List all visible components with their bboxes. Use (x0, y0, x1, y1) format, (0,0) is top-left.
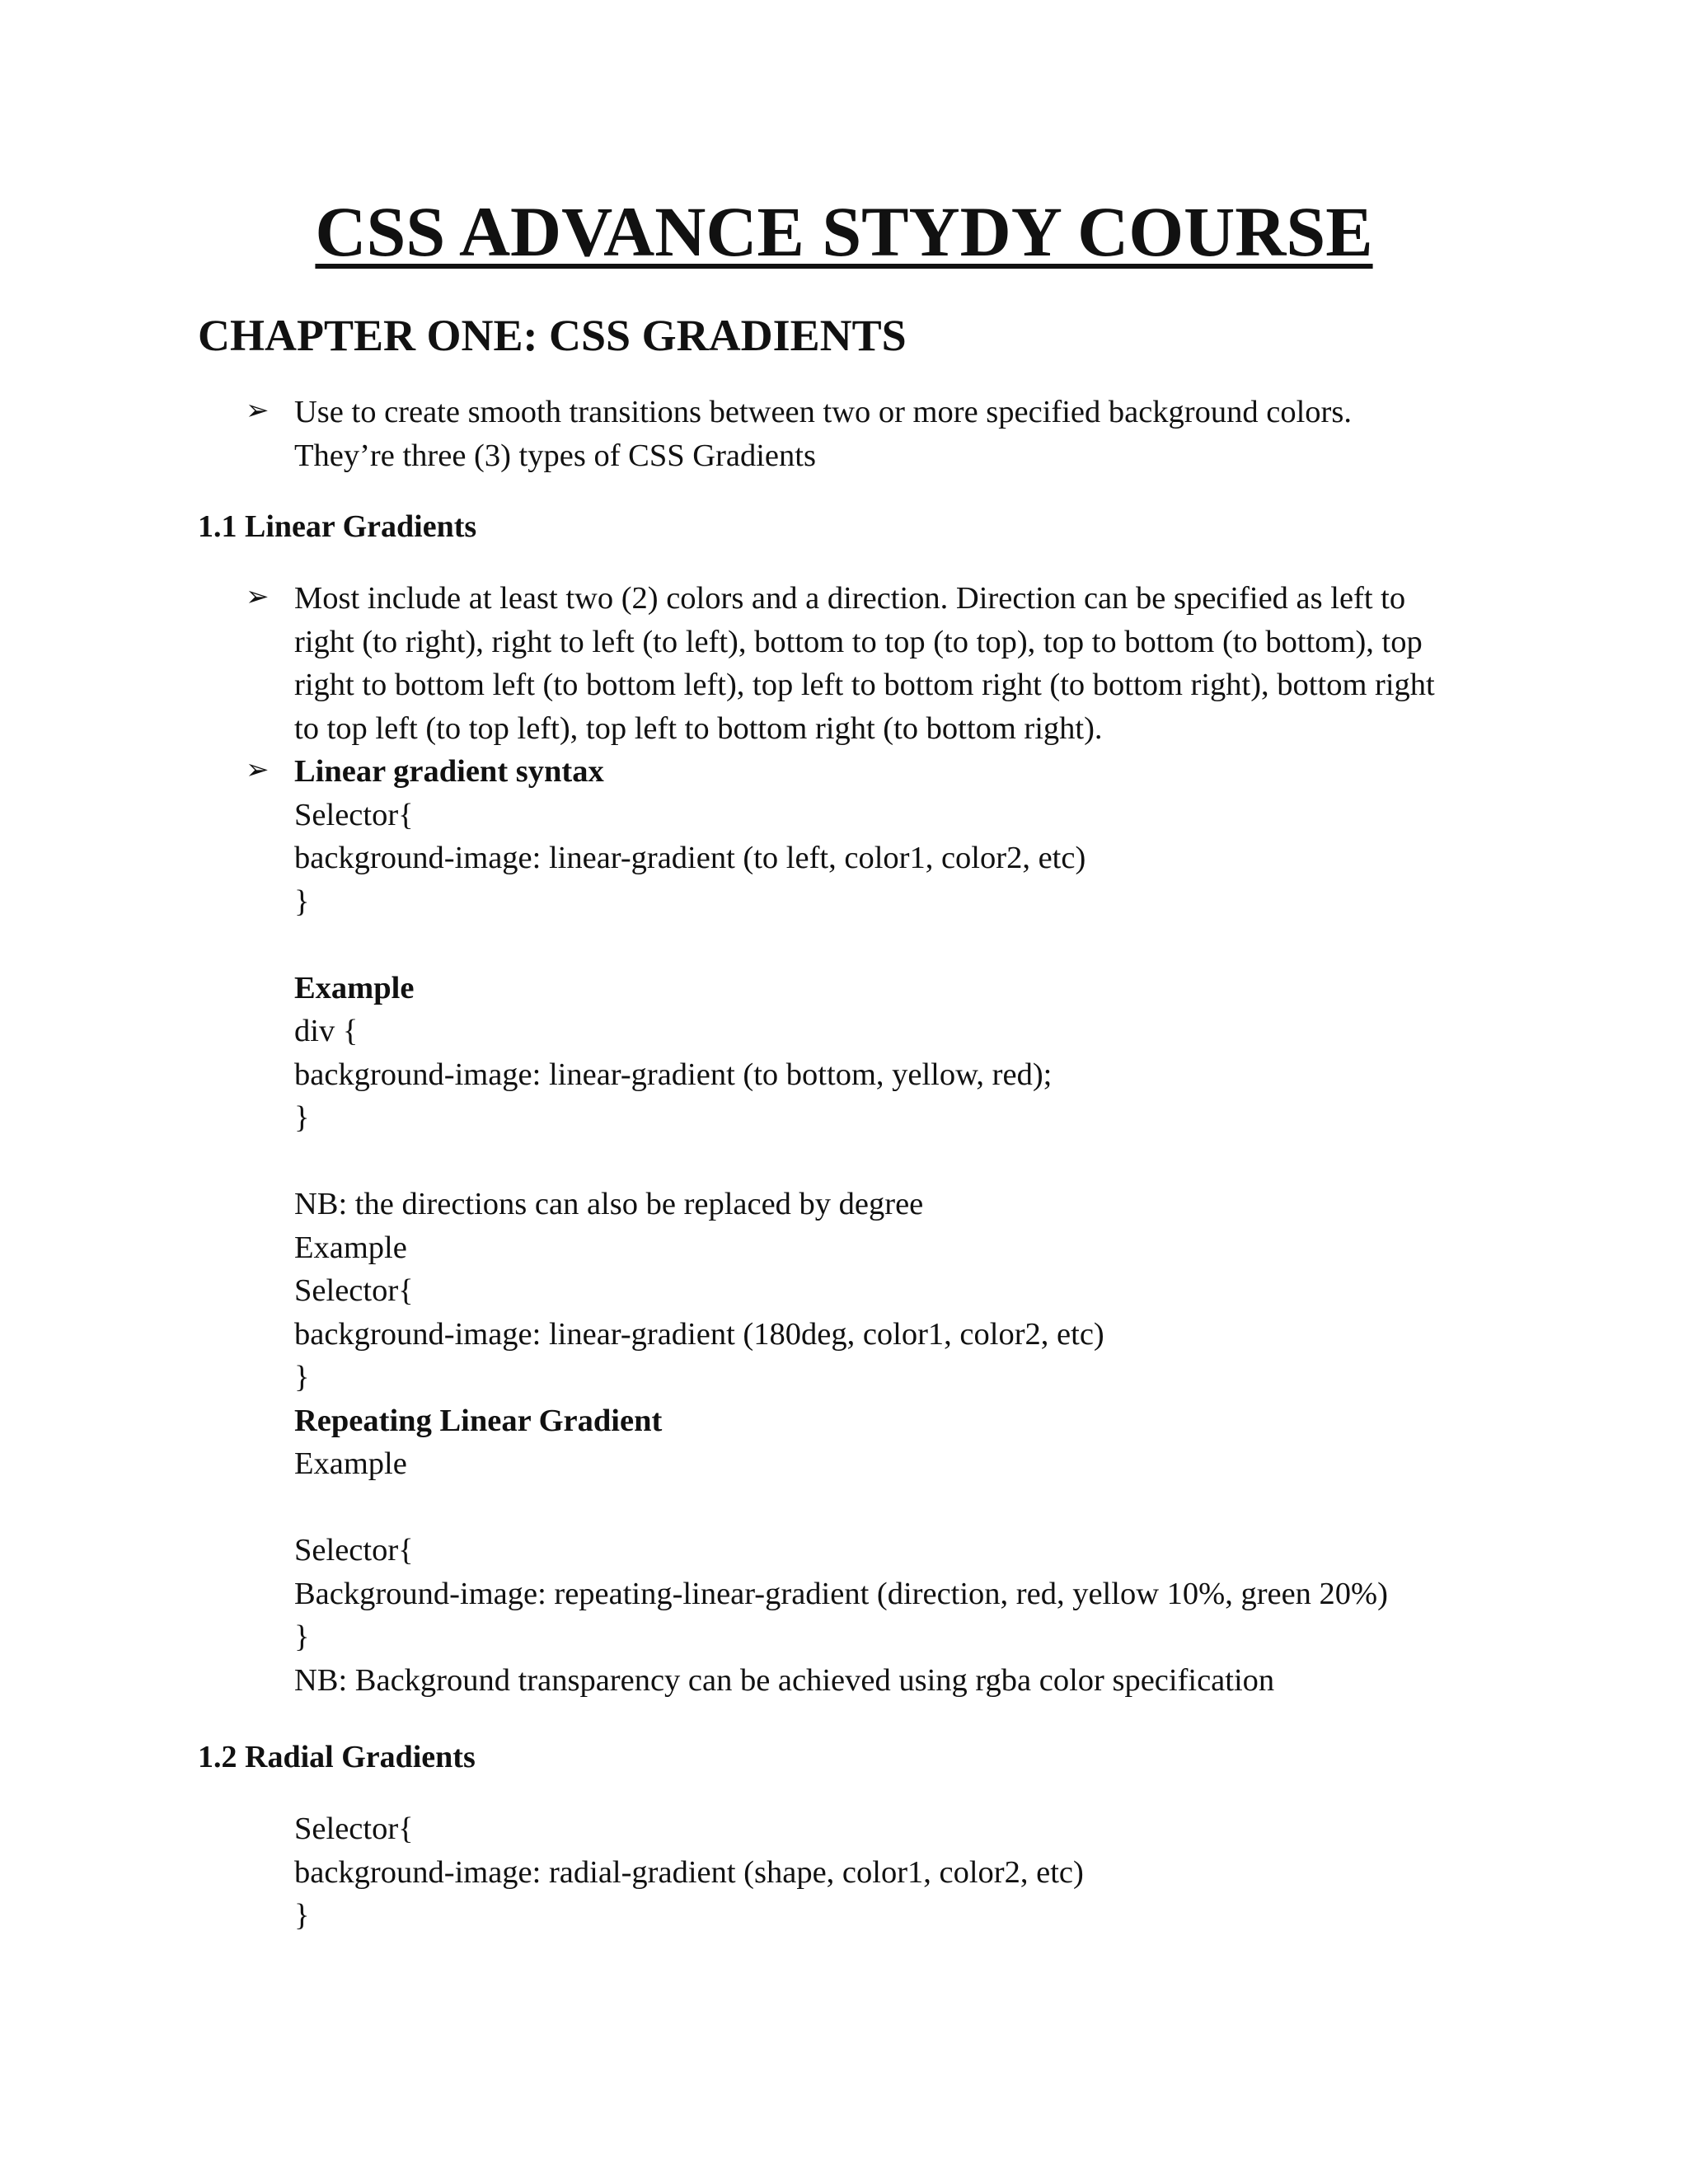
text-line: right to bottom left (to bottom left), top left to bottom right (to bottom right), bottom right (294, 668, 1435, 702)
text-line: They’re three (3) types of CSS Gradients (294, 438, 816, 473)
example-heading: Example (294, 970, 415, 1005)
text-line: Example (294, 1446, 407, 1481)
spacer (294, 1486, 1498, 1530)
section-heading-radial-gradients: 1.2 Radial Gradients (198, 1740, 476, 1774)
note-line: NB: the directions can also be replaced by degree (294, 1187, 924, 1221)
bullet-arrow-icon: ➢ (246, 755, 270, 785)
code-line: div { (294, 1014, 359, 1048)
radial-gradient-syntax-block (294, 1807, 1498, 1938)
linear-gradient-description (294, 577, 1498, 750)
text-line: Use to create smooth transitions between two or more specified background colors. (294, 395, 1352, 429)
code-line: } (294, 1619, 310, 1654)
code-line: Background-image: repeating-linear-gradient (direction, red, yellow 10%, green 20%) (294, 1576, 1388, 1611)
section-heading-linear-gradients: 1.1 Linear Gradients (198, 509, 477, 544)
code-line: background-image: linear-gradient (180deg, color1, color2, etc) (294, 1316, 1104, 1352)
syntax-heading: Linear gradient syntax (294, 754, 604, 789)
text-line: right (to right), right to left (to left), bottom to top (to top), top to bottom (to bottom), top (294, 624, 1423, 659)
code-line: Selector{ (294, 797, 414, 832)
code-line: Selector{ (294, 1811, 414, 1846)
code-line: } (294, 1360, 310, 1394)
code-line: Selector{ (294, 1533, 414, 1568)
chapter-heading: CHAPTER ONE: CSS GRADIENTS (198, 311, 907, 360)
code-line: Selector{ (294, 1273, 414, 1308)
text-line: Most include at least two (2) colors and a direction. Direction can be specified as left to (294, 581, 1406, 616)
text-line: Example (294, 1230, 407, 1265)
text-line: to top left (to top left), top left to bottom right (to bottom right). (294, 710, 1103, 746)
bullet-arrow-icon: ➢ (246, 396, 270, 426)
code-line: } (294, 1100, 310, 1135)
code-line: background-image: linear-gradient (to bottom, yellow, red); (294, 1057, 1053, 1092)
spacer (294, 1140, 1498, 1183)
note-line: NB: Background transparency can be achieved using rgba color specification (294, 1662, 1275, 1698)
repeating-heading: Repeating Linear Gradient (294, 1403, 663, 1438)
intro-bullet-text (294, 391, 1498, 477)
code-line: } (294, 1898, 310, 1933)
linear-gradient-syntax-block (294, 750, 1498, 1702)
code-line: background-image: radial-gradient (shape, color1, color2, etc) (294, 1854, 1084, 1890)
bullet-arrow-icon: ➢ (246, 582, 270, 612)
document-title: CSS ADVANCE STYDY COURSE (315, 192, 1373, 271)
code-line: } (294, 883, 310, 919)
spacer (294, 923, 1498, 967)
code-line: background-image: linear-gradient (to left, color1, color2, etc) (294, 841, 1086, 875)
